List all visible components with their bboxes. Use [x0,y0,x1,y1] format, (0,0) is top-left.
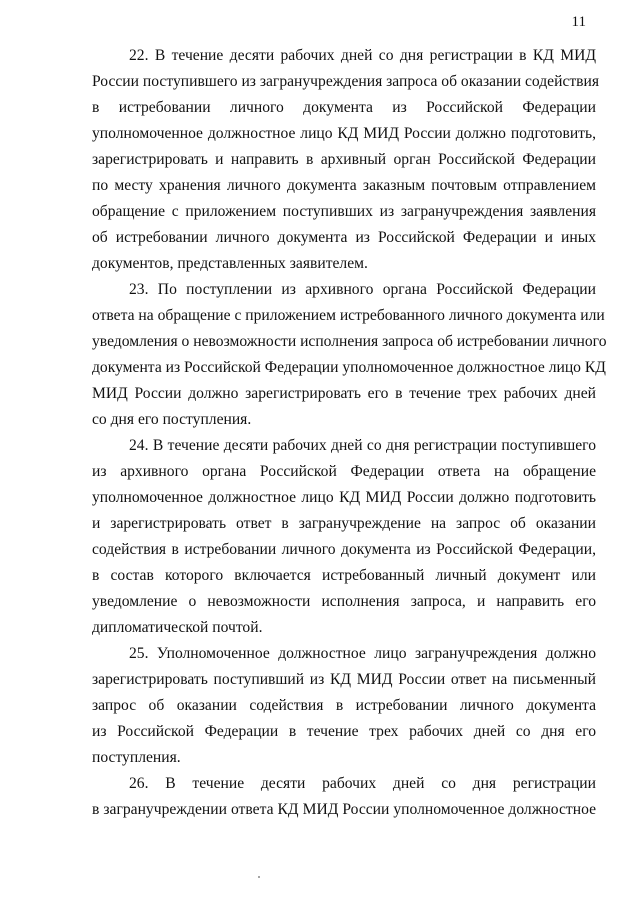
text-line: 23. По поступлении из архивного органа Российской Федерации [129,281,596,298]
text-line: содействия в истребовании личного документа из Российской Федерации, [92,541,596,558]
text-line: 25. Уполномоченное должностное лицо загранучреждения должно [129,645,596,662]
text-line: зарегистрировать и направить в архивный орган Российской Федерации [92,151,596,168]
text-line: 24. В течение десяти рабочих дней со дня регистрации поступившего [129,437,596,454]
text-line: поступления. [92,749,181,766]
page-number: 11 [571,14,586,30]
text-line: уведомление о невозможности исполнения запроса, и направить его [92,593,596,610]
text-line: уведомления о невозможности исполнения запроса об истребовании личного [92,333,607,350]
text-line: и зарегистрировать ответ в загранучреждение на запрос об оказании [92,515,596,532]
text-line: со дня его поступления. [92,411,252,428]
text-line: документа из Российской Федерации уполномоченное должностное лицо КД [92,359,606,376]
scan-dot-mark [258,876,260,878]
text-line: обращение с приложением поступивших из загранучреждения заявления [92,203,596,220]
text-line: в загранучреждении ответа КД МИД России уполномоченное должностное [92,801,596,818]
text-line: в состав которого включается истребованный личный документ или [92,567,596,584]
text-line: дипломатической почтой. [92,619,263,636]
document-body [92,43,607,823]
text-line: документов, представленных заявителем. [92,255,368,272]
text-line: 26. В течение десяти рабочих дней со дня регистрации [129,775,596,792]
text-line: запрос об оказании содействия в истребовании личного документа [92,697,596,714]
text-line: из архивного органа Российской Федерации ответа на обращение [92,463,596,480]
paragraph-24 [92,433,596,641]
paragraph-26 [92,771,596,823]
text-line: ответа на обращение с приложением истребованного личного документа или [92,307,605,324]
text-line: об истребовании личного документа из Российской Федерации и иных [92,229,596,246]
text-line: по месту хранения личного документа заказным почтовым отправлением [92,177,596,194]
paragraph-23 [92,277,607,433]
text-line: России поступившего из загранучреждения запроса об оказании содействия [92,73,600,90]
text-line: уполномоченное должностное лицо КД МИД России должно подготовить [92,489,596,506]
text-line: в истребовании личного документа из Российской Федерации [92,99,596,116]
paragraph-25 [92,641,596,771]
text-line: из Российской Федерации в течение трех рабочих дней со дня его [92,723,596,740]
paragraph-22 [92,43,600,277]
text-line: зарегистрировать поступивший из КД МИД России ответ на письменный [92,671,596,688]
text-line: МИД России должно зарегистрировать его в течение трех рабочих дней [92,385,596,402]
text-line: уполномоченное должностное лицо КД МИД России должно подготовить, [92,125,596,142]
text-line: 22. В течение десяти рабочих дней со дня регистрации в КД МИД [129,47,596,64]
